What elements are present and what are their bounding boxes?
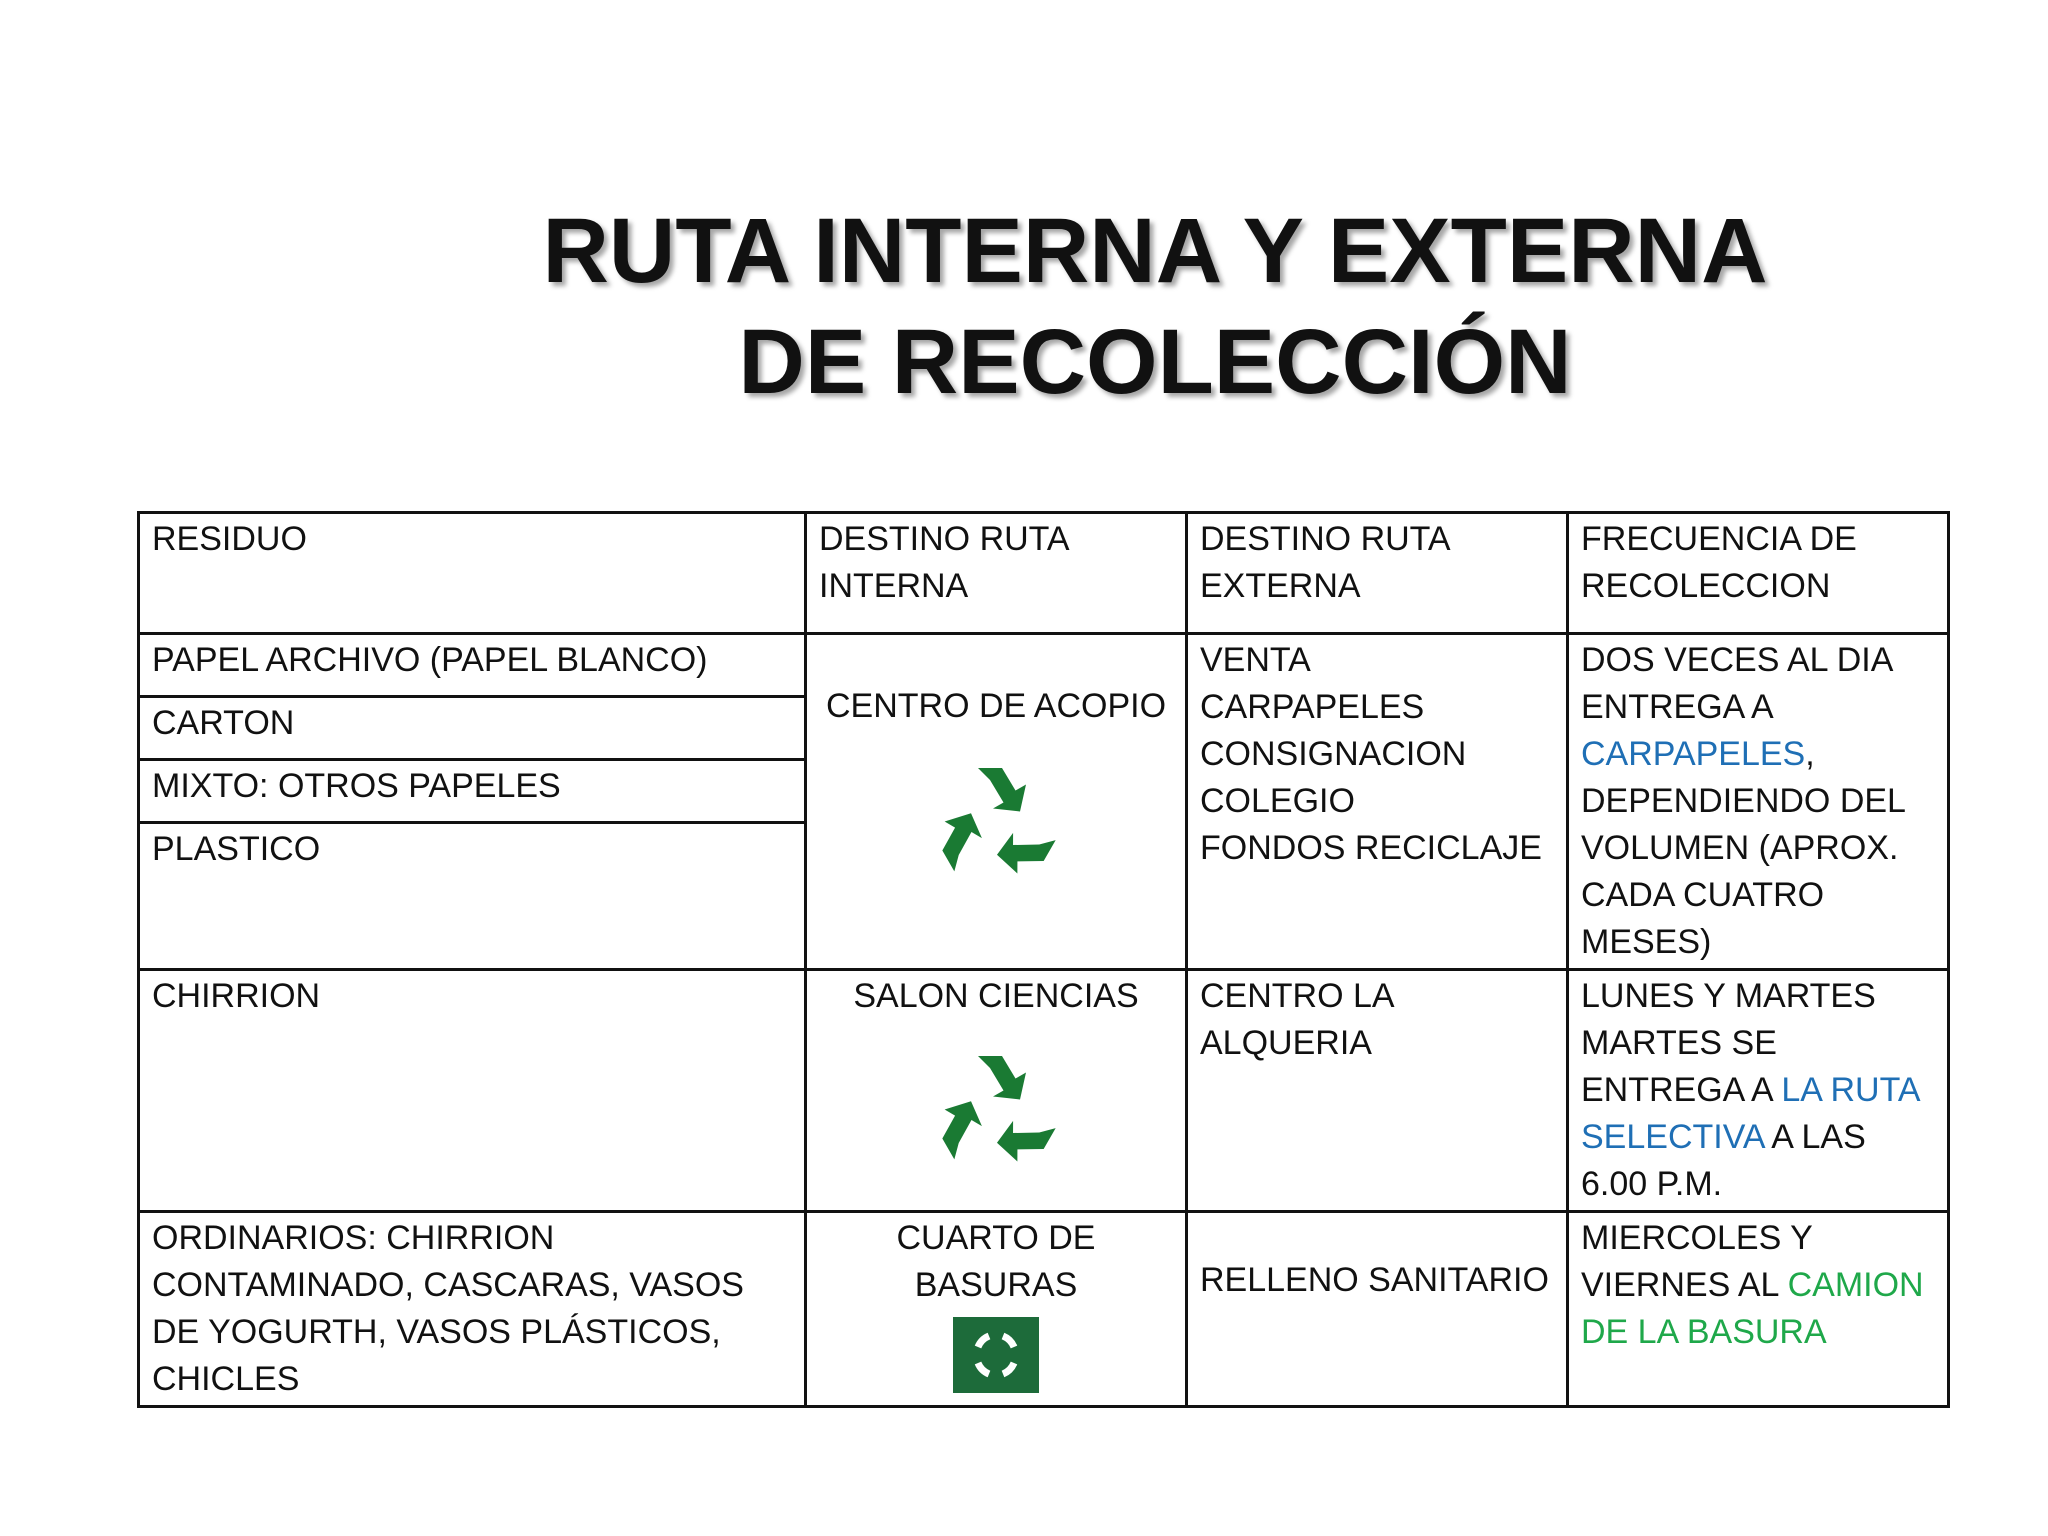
frecuencia-cell: MIERCOLES Y VIERNES AL CAMION DE LA BASURA [1568,1212,1949,1407]
collection-route-table [137,511,1950,1408]
title-line-2: DE RECOLECCIÓN [738,311,1572,413]
carpapeles-link[interactable]: CARPAPELES [1581,735,1806,773]
table-header-row [139,513,1949,634]
recycle-icon [921,1032,1071,1182]
table-row [139,1212,1949,1407]
destino-interna-text: SALON CIENCIAS [853,977,1139,1015]
destino-externa-cell: RELLENO SANITARIO [1187,1212,1568,1407]
header-destino-externa: DESTINO RUTA EXTERNA [1187,513,1568,634]
frecuencia-cell: LUNES Y MARTES MARTES SE ENTREGA A LA RUTA SELECTIVA A LAS 6.00 P.M. [1568,970,1949,1212]
residuo-cell: PLASTICO [139,822,806,969]
header-residuo: RESIDUO [139,513,806,634]
header-frecuencia: FRECUENCIA DE RECOLECCION [1568,513,1949,634]
residuo-cell: CARTON [139,696,806,759]
camion-basura-link-cont[interactable]: DE LA BASURA [1581,1313,1827,1351]
destino-interna-cell [806,970,1187,1212]
destino-externa-cell: VENTA CARPAPELES CONSIGNACION COLEGIO FONDOS RECICLAJE [1187,634,1568,970]
page-title [540,196,1770,418]
destino-externa-cell: CENTRO LA ALQUERIA [1187,970,1568,1212]
residuo-cell: ORDINARIOS: CHIRRION CONTAMINADO, CASCARAS, VASOS DE YOGURTH, VASOS PLÁSTICOS, CHICLES [139,1212,806,1407]
table-row [139,970,1949,1212]
recycle-icon [921,744,1071,894]
table-row [139,634,1949,697]
residuo-cell: MIXTO: OTROS PAPELES [139,759,806,822]
title-line-1: RUTA INTERNA Y EXTERNA [542,200,1768,302]
residuo-cell: PAPEL ARCHIVO (PAPEL BLANCO) [139,634,806,697]
ruta-selectiva-link-cont[interactable]: SELECTIVA [1581,1118,1764,1156]
destino-interna-cell: CUARTO DE BASURAS [806,1212,1187,1407]
destino-interna-cell [806,634,1187,970]
frecuencia-cell: DOS VECES AL DIA ENTREGA A CARPAPELES, DEPENDIENDO DEL VOLUMEN (APROX. CADA CUATRO MESES) [1568,634,1949,970]
header-destino-interna: DESTINO RUTA INTERNA [806,513,1187,634]
bin-icon [953,1317,1039,1393]
residuo-cell: CHIRRION [139,970,806,1212]
ruta-selectiva-link[interactable]: LA RUTA [1781,1071,1921,1109]
camion-basura-link[interactable]: CAMION [1787,1266,1924,1304]
destino-interna-text: CENTRO DE ACOPIO [825,687,1167,725]
